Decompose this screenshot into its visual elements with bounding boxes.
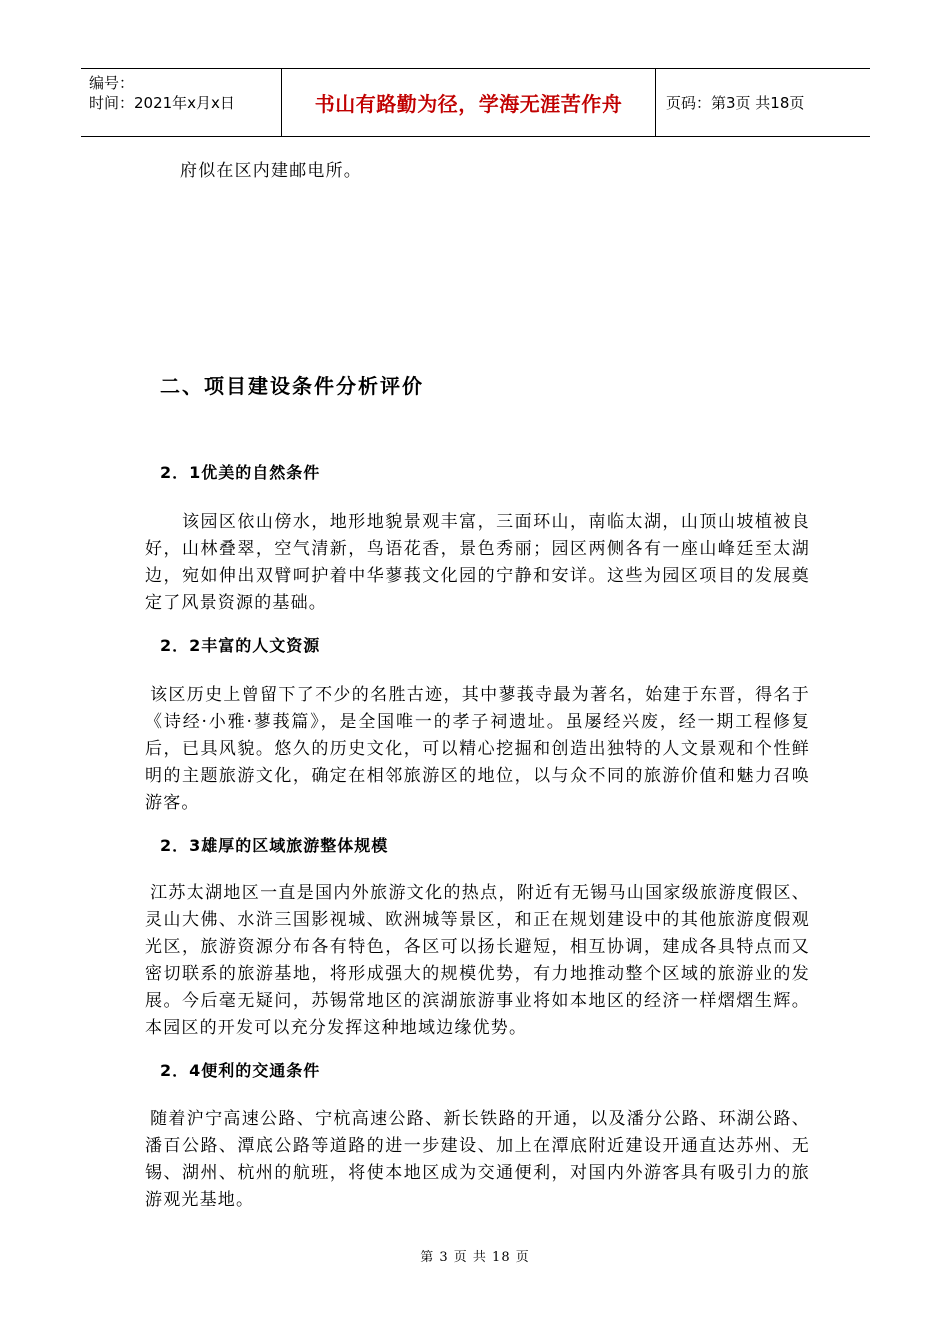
header-page-info: 页码：第3页 共18页 bbox=[666, 94, 805, 112]
header-motto: 书山有路勤为径，学海无涯苦作舟 bbox=[282, 69, 656, 136]
subsection-title-2: 2．2丰富的人文资源 bbox=[160, 636, 321, 655]
subsection-body-1: 该园区依山傍水，地形地貌景观丰富，三面环山，南临太湖，山顶山坡植被良好，山林叠翠，空气清新，鸟语花香，景色秀丽；园区两侧各有一座山峰廷至太湖边，宛如伸出双臂呵护着中华蓼莪文化园的宁静和安详。这些为园区项目的发展奠定了风景资源的基础。 bbox=[145, 512, 810, 613]
intro-fragment: 府似在区内建邮电所。 bbox=[180, 161, 362, 181]
subsection-body-2: 该区历史上曾留下了不少的名胜古迹，其中蓼莪寺最为著名，始建于东晋，得名于《诗经·小雅·蓼莪篇》，是全国唯一的孝子祠遗址。虽屡经兴废，经一期工程修复后，已具风貌。悠久的历史文化，可以精心挖掘和创造出独特的人文景观和个性鲜明的主题旅游文化，确定在相邻旅游区的地位，以与众不同的旅游价值和魅力召唤游客。 bbox=[145, 685, 810, 813]
header-meta bbox=[81, 69, 282, 136]
page-footer: 第 3 页 共 18 页 bbox=[420, 1250, 530, 1265]
subsection-title-1: 2．1优美的自然条件 bbox=[160, 463, 321, 482]
page-header bbox=[81, 68, 870, 137]
subsection-title-4: 2．4便利的交通条件 bbox=[160, 1061, 321, 1080]
subsection-title-3: 2．3雄厚的区域旅游整体规模 bbox=[160, 836, 389, 855]
document-number-label: 编号： bbox=[89, 74, 135, 92]
subsection-body-3: 江苏太湖地区一直是国内外旅游文化的热点，附近有无锡马山国家级旅游度假区、灵山大佛、水浒三国影视城、欧洲城等景区，和正在规划建设中的其他旅游度假观光区，旅游资源分布各有特色，各区可以扬长避短，相互协调，建成各具特点而又密切联系的旅游基地，将形成强大的规模优势，有力地推动整个区域的旅游业的发展。今后毫无疑问，苏锡常地区的滨湖旅游事业将如本地区的经济一样熠熠生辉。本园区的开发可以充分发挥这种地域边缘优势。 bbox=[145, 883, 810, 1038]
section-title: 二、项目建设条件分析评价 bbox=[160, 374, 424, 398]
document-time-label: 时间：2021年x月x日 bbox=[89, 94, 235, 112]
subsection-body-4: 随着沪宁高速公路、宁杭高速公路、新长铁路的开通，以及潘分公路、环湖公路、潘百公路、潭底公路等道路的进一步建设、加上在潭底附近建设开通直达苏州、无锡、湖州、杭州的航班，将使本地区成为交通便利，对国内外游客具有吸引力的旅游观光基地。 bbox=[145, 1109, 810, 1210]
